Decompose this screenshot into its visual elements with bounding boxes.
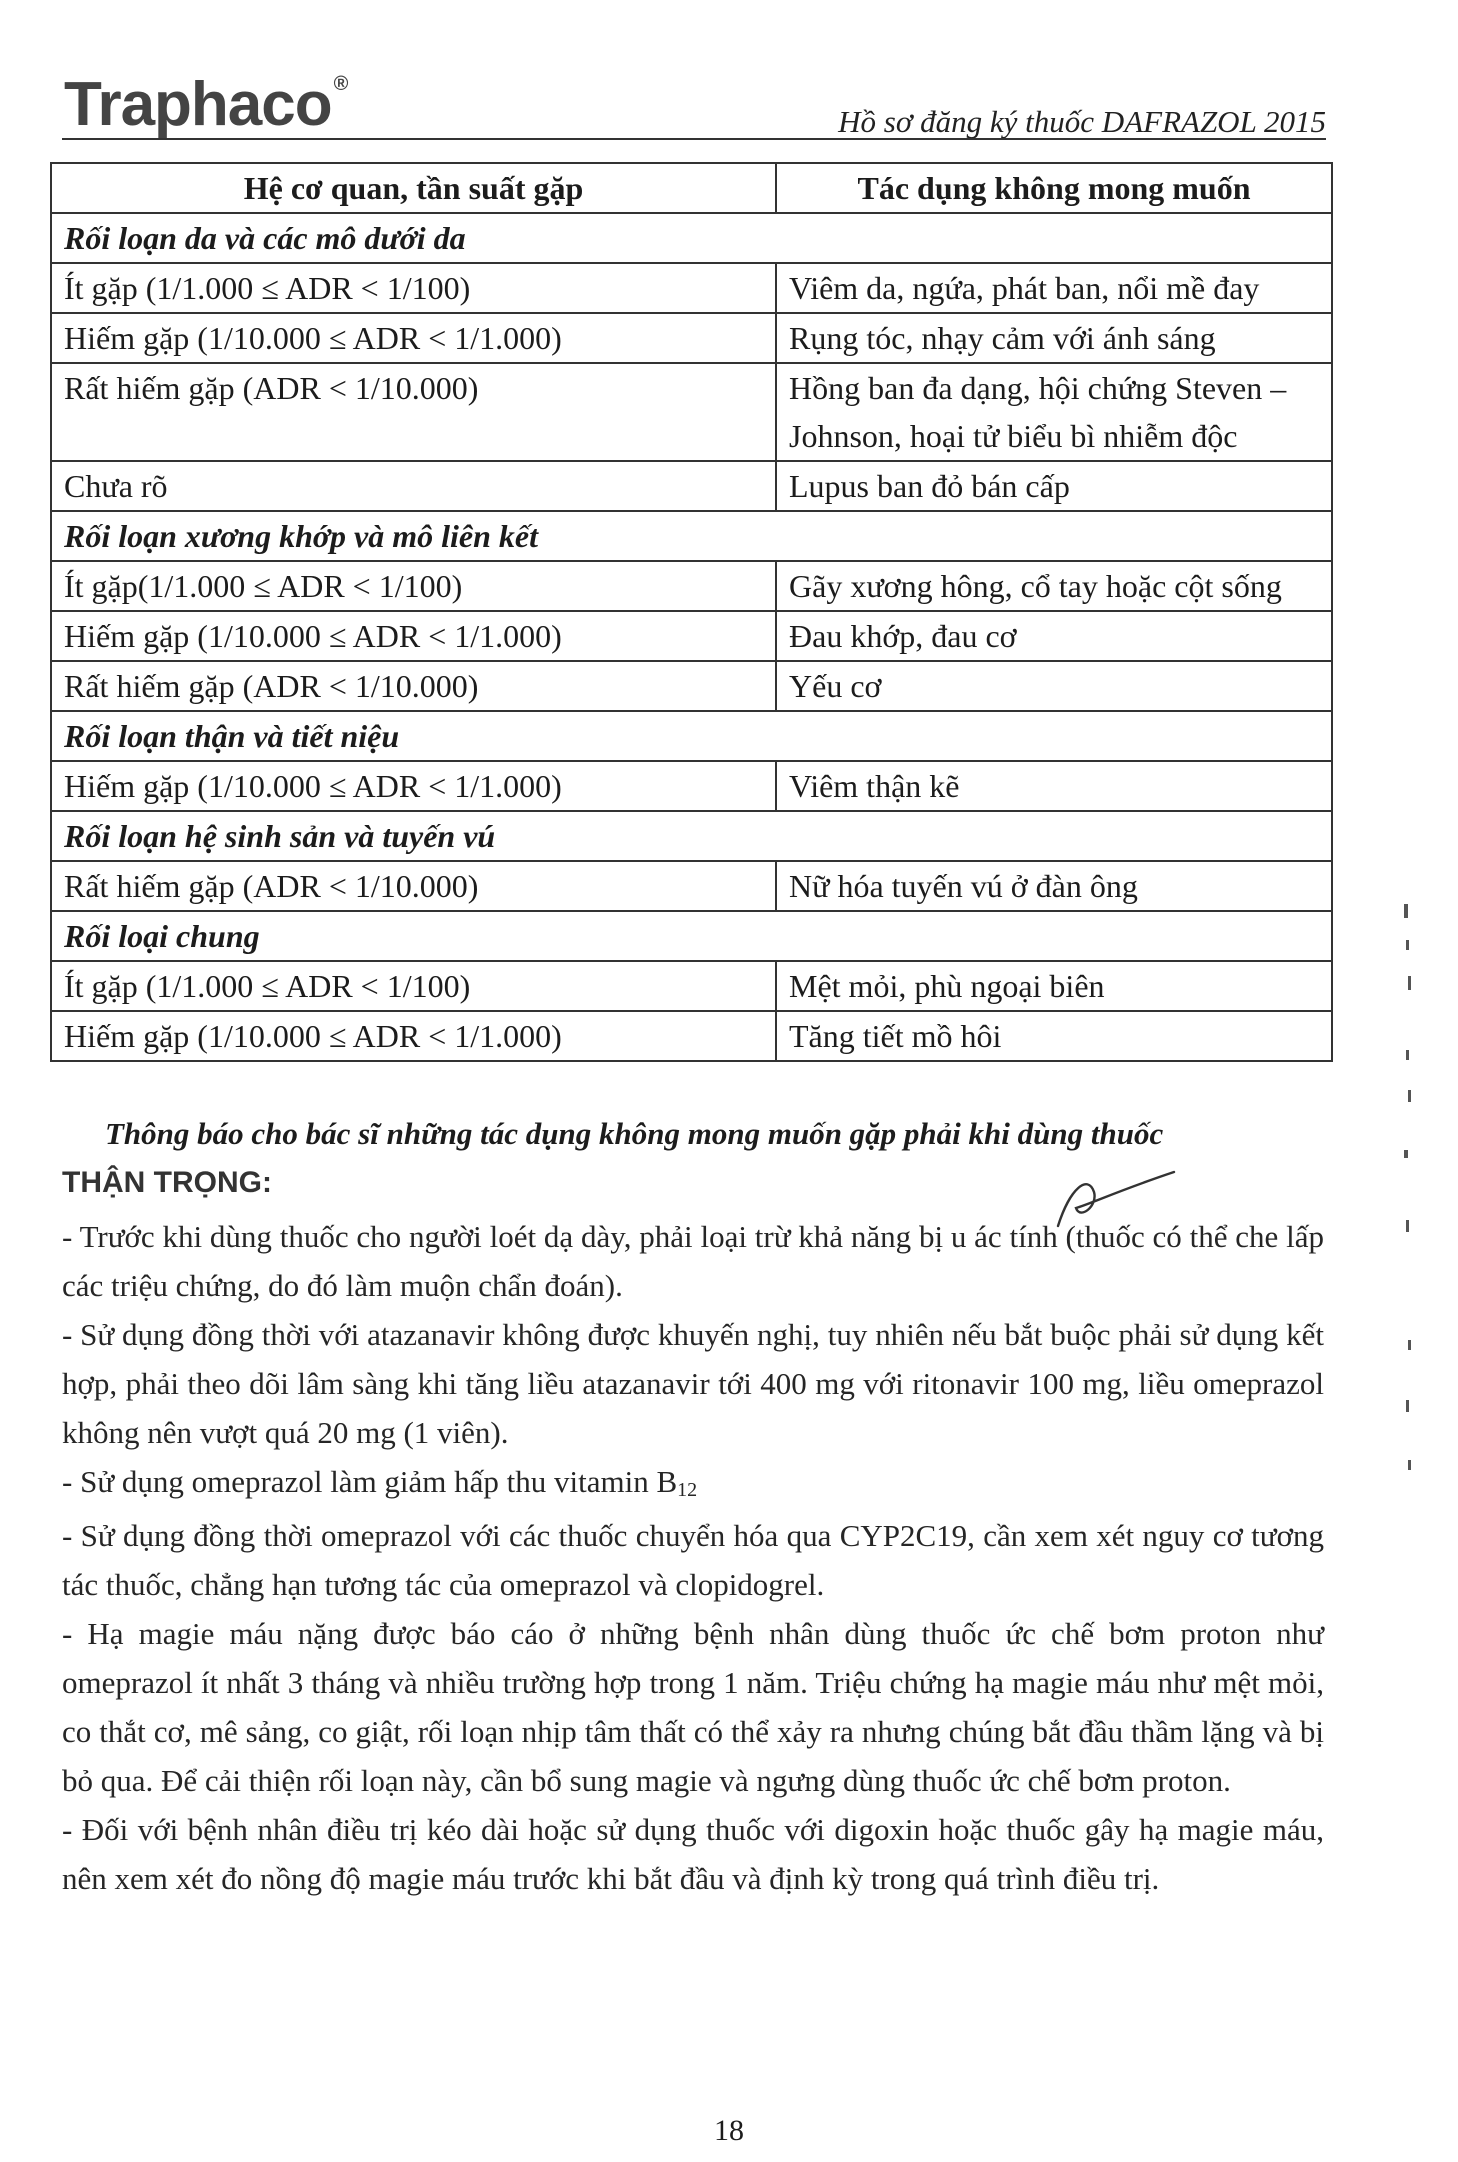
frequency-cell: Rất hiếm gặp (ADR < 1/10.000) (51, 363, 776, 461)
table-row (51, 263, 1332, 313)
category-skin: Rối loạn da và các mô dưới da (51, 213, 1332, 263)
effect-cell: Hồng ban đa dạng, hội chứng Steven – Johnson, hoại tử biểu bì nhiễm độc (776, 363, 1332, 461)
category-row (51, 213, 1332, 263)
effect-cell: Rụng tóc, nhạy cảm với ánh sáng (776, 313, 1332, 363)
logo-text: Traphaco (64, 70, 332, 139)
scan-mark (1406, 1220, 1409, 1232)
frequency-cell: Ít gặp(1/1.000 ≤ ADR < 1/100) (51, 561, 776, 611)
header-adverse-effect: Tác dụng không mong muốn (776, 163, 1332, 213)
scan-artifacts (1390, 900, 1430, 1520)
scan-mark (1404, 904, 1408, 918)
effect-cell: Viêm thận kẽ (776, 761, 1332, 811)
vitamin-subscript: 12 (677, 1479, 698, 1501)
caution-paragraph: - Hạ magie máu nặng được báo cáo ở những bệnh nhân dùng thuốc ức chế bơm proton như omeprazol ít nhất 3 tháng và nhiều trường hợp trong 1 năm. Triệu chứng hạ magie máu như mệt mỏi, co thắt cơ, mê sảng, co giật, rối loạn nhịp tâm thất có thể xảy ra nhưng chúng bắt đầu thầm lặng và bị bỏ qua. Để cải thiện rối loạn này, cần bổ sung magie và ngưng dùng thuốc ức chế bơm proton. (62, 1616, 1324, 1798)
frequency-cell: Rất hiếm gặp (ADR < 1/10.000) (51, 861, 776, 911)
frequency-cell: Chưa rõ (51, 461, 776, 511)
table-header-row (51, 163, 1332, 213)
caution-paragraph (62, 1457, 1324, 1511)
table-row (51, 363, 1332, 461)
frequency-cell: Rất hiếm gặp (ADR < 1/10.000) (51, 661, 776, 711)
caution-paragraph: - Sử dụng đồng thời omeprazol với các thuốc chuyển hóa qua CYP2C19, cần xem xét nguy cơ tương tác thuốc, chẳng hạn tương tác của omeprazol và clopidogrel. (62, 1518, 1324, 1602)
header-divider (62, 138, 1326, 140)
caution-paragraph: - Trước khi dùng thuốc cho người loét dạ dày, phải loại trừ khả năng bị u ác tính (thuốc có thể che lấp các triệu chứng, do đó làm muộn chẩn đoán). (62, 1219, 1324, 1303)
category-row (51, 511, 1332, 561)
table-row (51, 1011, 1332, 1061)
effect-cell: Yếu cơ (776, 661, 1332, 711)
category-row (51, 711, 1332, 761)
scan-mark (1408, 1340, 1411, 1350)
document-title: Hồ sơ đăng ký thuốc DAFRAZOL 2015 (838, 104, 1326, 139)
caution-body (62, 1212, 1324, 1903)
effect-cell: Đau khớp, đau cơ (776, 611, 1332, 661)
scan-mark (1408, 976, 1411, 990)
adverse-effects-table (50, 162, 1333, 1062)
caution-heading: THẬN TRỌNG: (62, 1166, 272, 1199)
caution-paragraph: - Sử dụng đồng thời với atazanavir không được khuyến nghị, tuy nhiên nếu bắt buộc phải sử dụng kết hợp, phải theo dõi lâm sàng khi tăng liều atazanavir tới 400 mg với ritonavir 100 mg, liều omeprazol không nên vượt quá 20 mg (1 viên). (62, 1317, 1324, 1450)
doctor-notice: Thông báo cho bác sĩ những tác dụng không mong muốn gặp phải khi dùng thuốc (105, 1116, 1164, 1151)
table-row (51, 961, 1332, 1011)
frequency-cell: Hiếm gặp (1/10.000 ≤ ADR < 1/1.000) (51, 1011, 776, 1061)
logo-mark-icon: ® (333, 73, 348, 95)
category-row (51, 911, 1332, 961)
table-row (51, 861, 1332, 911)
page-number: 18 (714, 2114, 744, 2147)
effect-cell: Viêm da, ngứa, phát ban, nổi mề đay (776, 263, 1332, 313)
table-row (51, 461, 1332, 511)
table-row (51, 561, 1332, 611)
category-row (51, 811, 1332, 861)
caution-paragraph-text: - Sử dụng omeprazol làm giảm hấp thu vitamin B (62, 1464, 678, 1499)
table-row (51, 761, 1332, 811)
caution-paragraph: - Đối với bệnh nhân điều trị kéo dài hoặc sử dụng thuốc với digoxin hoặc thuốc gây hạ magie máu, nên xem xét đo nồng độ magie máu trước khi bắt đầu và định kỳ trong quá trình điều trị. (62, 1812, 1324, 1896)
handwritten-signature (1050, 1168, 1180, 1232)
frequency-cell: Hiếm gặp (1/10.000 ≤ ADR < 1/1.000) (51, 761, 776, 811)
category-musculoskeletal: Rối loạn xương khớp và mô liên kết (51, 511, 1332, 561)
frequency-cell: Ít gặp (1/1.000 ≤ ADR < 1/100) (51, 263, 776, 313)
category-reproductive: Rối loạn hệ sinh sản và tuyến vú (51, 811, 1332, 861)
scan-mark (1408, 1460, 1411, 1470)
traphaco-logo (64, 70, 348, 139)
table-row (51, 661, 1332, 711)
category-renal: Rối loạn thận và tiết niệu (51, 711, 1332, 761)
effect-cell: Mệt mỏi, phù ngoại biên (776, 961, 1332, 1011)
effect-cell: Lupus ban đỏ bán cấp (776, 461, 1332, 511)
scan-mark (1404, 1150, 1408, 1158)
effect-cell: Tăng tiết mồ hôi (776, 1011, 1332, 1061)
table-row (51, 313, 1332, 363)
effect-cell: Nữ hóa tuyến vú ở đàn ông (776, 861, 1332, 911)
scan-mark (1406, 1050, 1409, 1060)
frequency-cell: Ít gặp (1/1.000 ≤ ADR < 1/100) (51, 961, 776, 1011)
header-organ-frequency: Hệ cơ quan, tần suất gặp (51, 163, 776, 213)
scan-mark (1408, 1090, 1411, 1102)
frequency-cell: Hiếm gặp (1/10.000 ≤ ADR < 1/1.000) (51, 313, 776, 363)
category-general: Rối loại chung (51, 911, 1332, 961)
scan-mark (1406, 1400, 1409, 1412)
scan-mark (1406, 940, 1409, 950)
table-row (51, 611, 1332, 661)
effect-cell: Gãy xương hông, cổ tay hoặc cột sống (776, 561, 1332, 611)
frequency-cell: Hiếm gặp (1/10.000 ≤ ADR < 1/1.000) (51, 611, 776, 661)
